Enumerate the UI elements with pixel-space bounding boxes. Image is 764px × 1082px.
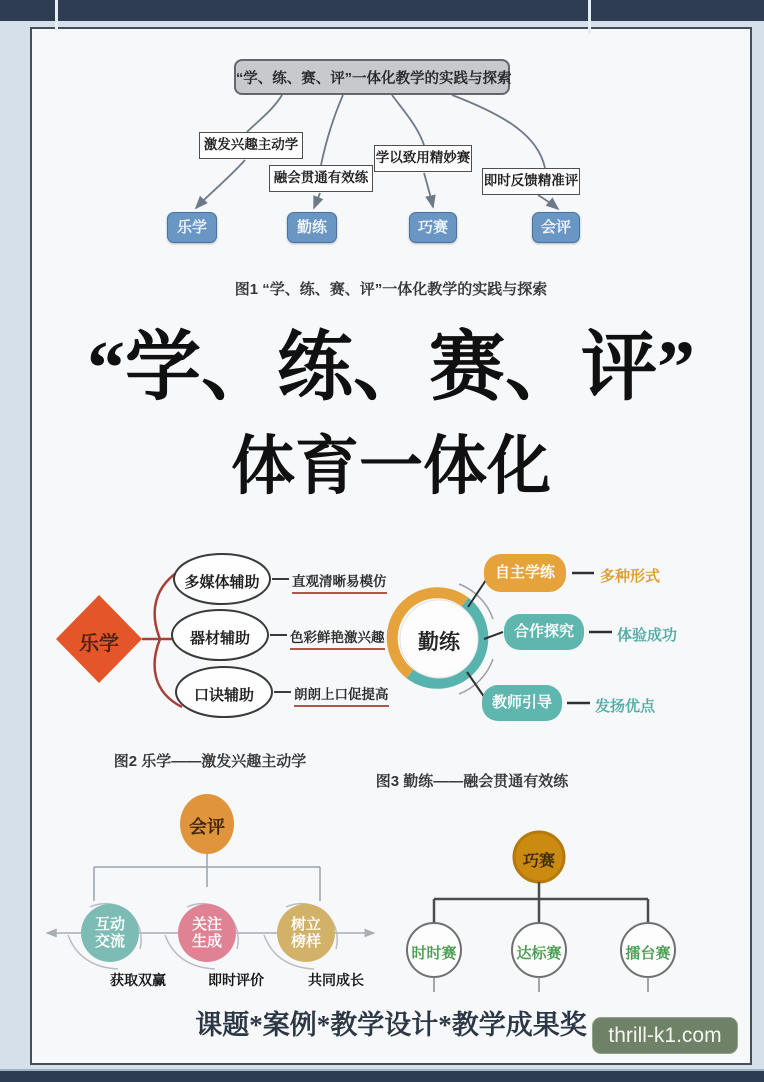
fig1-node-huiping: 会评	[532, 212, 580, 243]
fig1-branch-label-1: 激发兴趣主动学	[199, 132, 303, 159]
fig5-node-3: 擂台赛	[625, 945, 671, 962]
fig5-node-2: 达标赛	[516, 945, 562, 962]
fig1-node-qiaosai: 巧赛	[409, 212, 457, 243]
fig3-center-label: 勤练	[418, 631, 460, 654]
bottom-window-bar	[0, 1069, 764, 1082]
fig3-caption: 图3 勤练——融会贯通有效练	[375, 773, 569, 790]
fig4-circle-label-3	[271, 916, 341, 950]
top-window-bar	[0, 0, 764, 21]
fig1-node-qinlian: 勤练	[287, 212, 337, 243]
fig1-branch-label-4: 即时反馈精准评	[482, 168, 580, 195]
fig2-center-label: 乐学	[79, 633, 119, 655]
main-title-line1: “学、练、赛、评”	[87, 326, 695, 410]
fig3-node-2: 合作探究	[504, 614, 584, 650]
fig1-branch-label-2: 融会贯通有效练	[269, 165, 373, 192]
fig4-center-label: 会评	[189, 817, 225, 837]
fig2-desc-3: 朗朗上口促提高	[294, 683, 389, 707]
fig4-bracket-lines	[94, 854, 320, 901]
fig4-circle3-line2: 榜样	[290, 933, 321, 950]
fig5-tree-lines	[434, 882, 648, 923]
fig1-branch-label-3: 学以致用精妙赛	[374, 145, 472, 172]
fig3-desc-2: 体验成功	[617, 627, 678, 644]
fig5-stub-lines	[434, 977, 648, 992]
fig1-caption: 图1 “学、练、赛、评”一体化教学的实践与探索	[234, 281, 548, 298]
fig4-under-label-1: 获取双赢	[110, 972, 166, 988]
fig3-desc-1: 多种形式	[600, 568, 661, 585]
fig1-title-box: “学、练、赛、评”一体化教学的实践与探索	[234, 59, 510, 95]
top-bar-divider-right	[588, 0, 591, 34]
footer-slogan: 课题*案例*教学设计*教学成果奖	[195, 1010, 587, 1040]
fig2-node-1: 多媒体辅助	[184, 574, 260, 591]
fig1-node-lexue: 乐学	[167, 212, 217, 243]
fig2-desc-1: 直观清晰易模仿	[292, 570, 387, 594]
fig3-desc-3: 发扬优点	[595, 698, 656, 715]
top-bar-divider-left	[55, 0, 58, 31]
diagram-shapes-svg	[32, 29, 750, 1063]
fig2-node-3: 口诀辅助	[193, 687, 254, 704]
fig3-node-3: 教师引导	[482, 685, 562, 721]
fig4-circle1-line1: 互动	[94, 916, 125, 933]
poster-page	[30, 27, 752, 1065]
fig2-node-2: 器材辅助	[189, 630, 250, 647]
fig2-desc-2: 色彩鲜艳激兴趣	[290, 626, 385, 650]
fig2-caption: 图2 乐学——激发兴趣主动学	[113, 753, 307, 770]
fig4-circle1-line2: 交流	[94, 933, 125, 950]
fig4-circle-label-2	[172, 916, 242, 950]
fig5-node-1: 时时赛	[411, 945, 457, 962]
fig4-circle-label-1	[75, 916, 145, 950]
fig4-circle2-line2: 生成	[191, 933, 222, 950]
fig4-circle2-line1: 关注	[191, 916, 222, 933]
fig3-node-1: 自主学练	[484, 554, 566, 592]
fig5-center-label: 巧赛	[522, 853, 555, 870]
fig4-circle3-line1: 树立	[290, 916, 321, 933]
watermark-badge: thrill-k1.com	[592, 1017, 738, 1054]
fig4-under-label-3: 共同成长	[308, 972, 364, 988]
main-title-line2: 体育一体化	[231, 431, 551, 502]
fig4-under-label-2: 即时评价	[208, 972, 264, 988]
